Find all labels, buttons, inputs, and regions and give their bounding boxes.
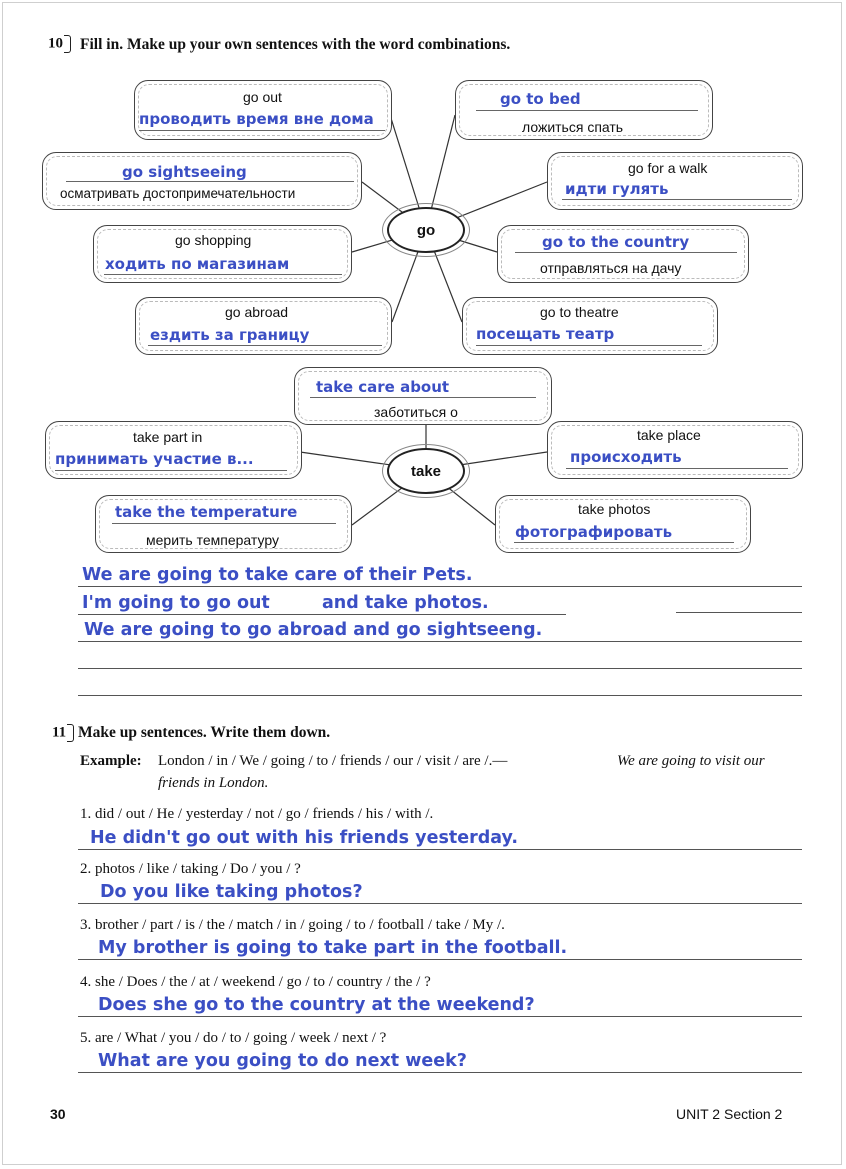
- task-10-instruction: Fill in. Make up your own sentences with the word combinations.: [80, 36, 511, 53]
- task-10-number-text: 10: [48, 35, 63, 52]
- bubble-take-the-temperature-en: take the temperature: [115, 503, 298, 521]
- bubble-take-part-in-ru: принимать участие в...: [55, 450, 254, 468]
- take-hub: take: [387, 448, 465, 494]
- write-line: [78, 849, 802, 850]
- write-line: [78, 614, 566, 615]
- write-line: [78, 1016, 802, 1017]
- write-line: [78, 1072, 802, 1073]
- bubble-take-photos-en: take photos: [578, 501, 651, 517]
- bubble-go-abroad-en: go abroad: [225, 304, 289, 320]
- bubble-go-sightseeing-en: go sightseeing: [122, 163, 247, 181]
- item-2-answer: Do you like taking photos?: [100, 882, 363, 902]
- write-line: [78, 641, 802, 642]
- write-line: [676, 612, 802, 613]
- write-line: [78, 959, 802, 960]
- answer-line: [104, 274, 342, 275]
- task-11-instruction: Make up sentences. Write them down.: [78, 724, 331, 741]
- example-answer-text-2: friends in London.: [158, 775, 269, 791]
- bubble-go-abroad-ru: ездить за границу: [150, 326, 310, 344]
- bubble-go-to-the-country-ru: отправляться на дачу: [540, 260, 682, 276]
- bubble-go-for-a-walk-en: go for a walk: [628, 160, 708, 176]
- answer-line: [515, 252, 737, 253]
- item-2-prompt: 2. photos / like / taking / Do / you / ?: [80, 861, 301, 877]
- bubble-go-to-theatre-ru: посещать театр: [476, 325, 615, 343]
- write-line: [78, 668, 802, 669]
- task-11-number-text: 11: [52, 724, 67, 741]
- bubble-take-part-in-en: take part in: [133, 429, 203, 445]
- bubble-go-to-theatre-en: go to theatre: [540, 304, 619, 320]
- answer-line: [112, 523, 336, 524]
- item-4-answer: Does she go to the country at the weekend?: [98, 995, 535, 1015]
- bubble-go-to-the-country-en: go to the country: [542, 233, 690, 251]
- answer-line: [476, 345, 702, 346]
- task-bracket-icon: [67, 724, 74, 742]
- write-line: [78, 695, 802, 696]
- bubble-take-place-ru: происходить: [570, 448, 682, 466]
- example-answer-line1: [617, 753, 765, 770]
- item-4-prompt: 4. she / Does / the / at / weekend / go / to / country / the / ?: [80, 974, 431, 990]
- answer-line: [310, 397, 536, 398]
- example-label: Example:: [80, 753, 142, 769]
- bubble-go-to-bed-en: go to bed: [500, 90, 581, 108]
- item-3-prompt: 3. brother / part / is / the / match / in / going / to / football / take / My /.: [80, 917, 505, 933]
- sentence-2a: I'm going to go out: [82, 593, 270, 613]
- answer-line: [566, 468, 788, 469]
- bubble-go-shopping-ru: ходить по магазинам: [105, 255, 290, 273]
- answer-line: [139, 130, 385, 131]
- bubble-go-out-en: go out: [243, 89, 282, 105]
- example-words: London / in / We / going / to / friends / our / visit / are /.—: [158, 753, 508, 769]
- answer-line: [66, 181, 354, 182]
- answer-line: [514, 542, 734, 543]
- bubble-go-out-ru: проводить время вне дома: [139, 110, 374, 128]
- section-label: UNIT 2 Section 2: [676, 1106, 783, 1122]
- bubble-go-for-a-walk-ru: идти гулять: [565, 180, 669, 198]
- example-answer-line2: [158, 775, 268, 792]
- bubble-go-sightseeing-ru: осматривать достопримечательности: [60, 186, 296, 201]
- write-line: [78, 586, 802, 587]
- write-line: [78, 903, 802, 904]
- go-hub: go: [387, 207, 465, 253]
- answer-line: [55, 470, 287, 471]
- bubble-take-photos-ru: фотографировать: [515, 523, 673, 541]
- sentence-1: We are going to take care of their Pets.: [82, 565, 473, 585]
- item-5-answer: What are you going to do next week?: [98, 1051, 467, 1071]
- item-1-answer: He didn't go out with his friends yesterday.: [90, 828, 518, 848]
- answer-line: [562, 199, 792, 200]
- bubble-take-care-about-ru: заботиться о: [374, 404, 458, 420]
- bubble-go-to-bed-ru: ложиться спать: [522, 119, 624, 135]
- task-11-number: [52, 724, 74, 742]
- bubble-take-the-temperature-ru: мерить температуру: [146, 532, 279, 548]
- example-answer-text-1: We are going to visit our: [617, 753, 765, 769]
- bubble-go-shopping-en: go shopping: [175, 232, 252, 248]
- sentence-2b: and take photos.: [322, 593, 489, 613]
- bubble-take-place-en: take place: [637, 427, 701, 443]
- item-5-prompt: 5. are / What / you / do / to / going / week / next / ?: [80, 1030, 387, 1046]
- answer-line: [476, 110, 698, 111]
- page-number: 30: [50, 1106, 66, 1122]
- bubble-take-care-about-en: take care about: [316, 378, 450, 396]
- item-3-answer: My brother is going to take part in the football.: [98, 938, 568, 958]
- item-1-prompt: 1. did / out / He / yesterday / not / go / friends / his / with /.: [80, 806, 434, 822]
- answer-line: [148, 345, 382, 346]
- sentence-3: We are going to go abroad and go sightseeng.: [84, 620, 543, 640]
